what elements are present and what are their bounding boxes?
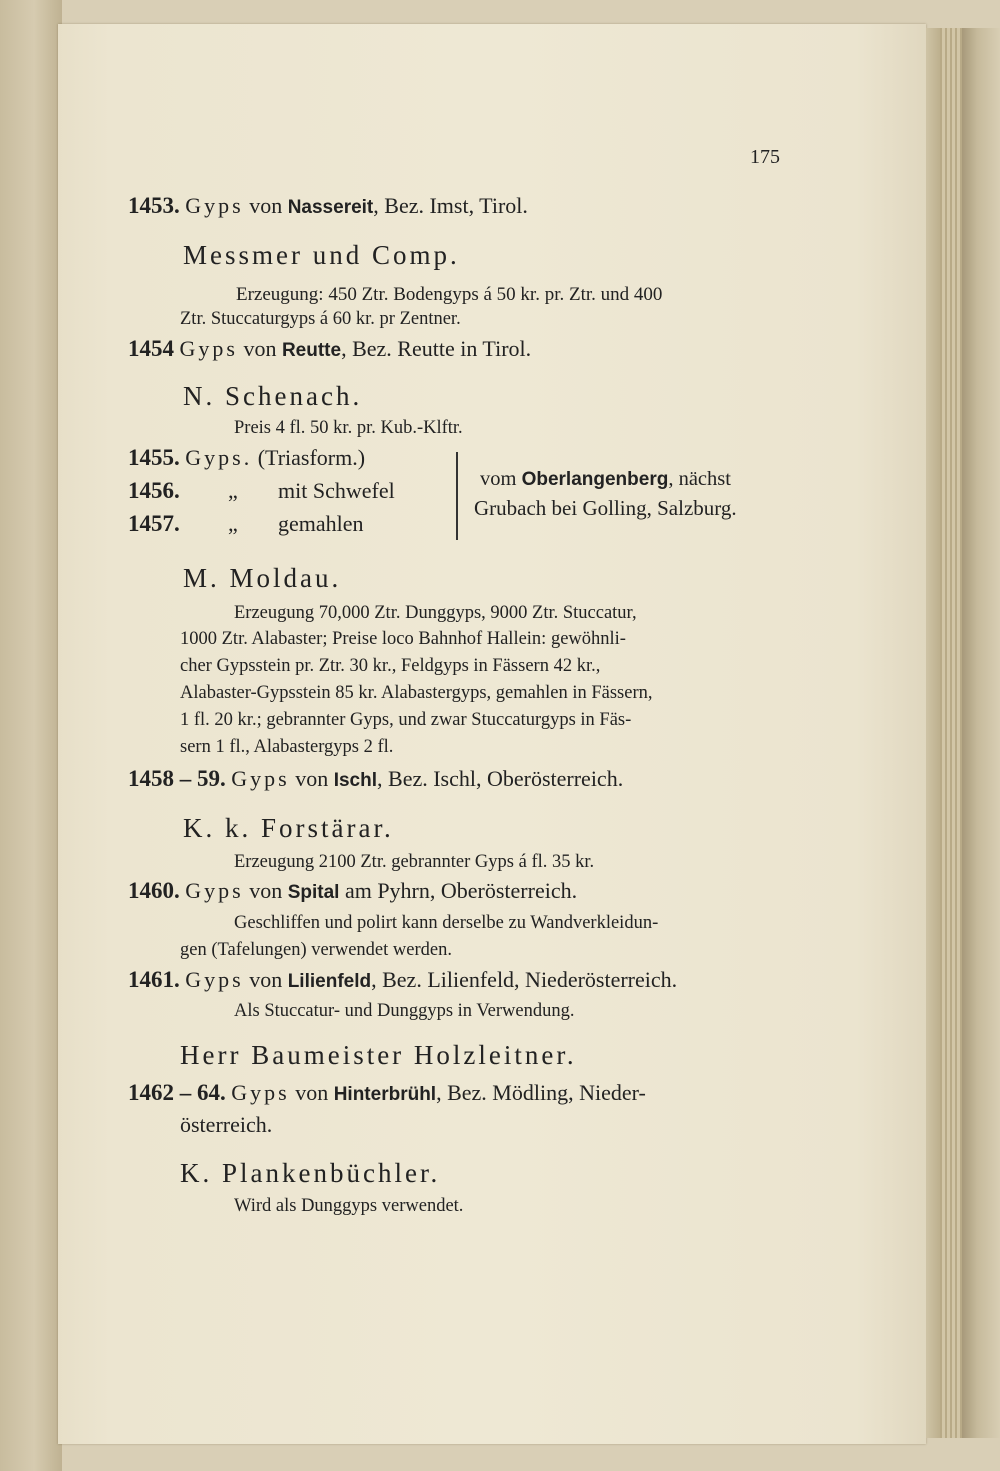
producer-heading: M. Moldau. [183, 563, 342, 593]
entry-text: , Bez. Reutte in Tirol. [341, 336, 532, 361]
price-note: Preis 4 fl. 50 kr. pr. Kub.-Klftr. [234, 418, 463, 438]
entry-text: von [237, 336, 282, 361]
page-stack-edge [940, 28, 962, 1438]
usage-note: Als Stuccatur- und Dunggyps in Verwendung. [234, 1001, 575, 1021]
entry-text: von [289, 1080, 334, 1105]
entry-location: Spital [287, 882, 340, 903]
entry-1456 [128, 478, 395, 504]
entry-text: am Pyhrn, Oberösterreich. [339, 878, 578, 903]
producer-note: Ztr. Stuccaturgyps á 60 kr. pr Zentner. [180, 309, 461, 329]
entry-text: , Bez. Mödling, Nieder- [436, 1080, 646, 1105]
production-note: 1000 Ztr. Alabaster; Preise loco Bahnhof Hallein: gewöhnli- [180, 629, 626, 649]
entry-location: Reutte [281, 340, 342, 361]
entry-location: Ischl [333, 770, 378, 791]
page-number: 175 [750, 146, 780, 168]
scan-background-left [0, 0, 62, 1471]
entry-text: , Bez. Lilienfeld, Niederösterreich. [371, 967, 678, 992]
entry-1461 [128, 967, 677, 993]
entry-location: Nassereit [287, 197, 374, 218]
entry-text: von [289, 766, 334, 791]
production-note: Alabaster-Gypsstein 85 kr. Alabastergyps, gemahlen in Fässern, [180, 683, 653, 703]
entry-number: 1457. [128, 511, 180, 536]
entry-number: 1454 [128, 336, 174, 361]
entry-text: , Bez. Imst, Tirol. [373, 193, 528, 218]
production-note: sern 1 fl., Alabastergyps 2 fl. [180, 737, 394, 757]
origin-note-line2: Grubach bei Golling, Salzburg. [474, 496, 737, 520]
producer-note: Erzeugung: 450 Ztr. Bodengyps á 50 kr. pr. Ztr. und 400 [236, 284, 663, 305]
production-note: 1 fl. 20 kr.; gebrannter Gyps, und zwar Stuccaturgyps in Fäs- [180, 710, 632, 730]
book-cover-edge [962, 28, 1000, 1438]
entry-material: Gyps [185, 967, 244, 992]
usage-note: Wird als Dunggyps verwendet. [234, 1196, 464, 1216]
entry-1460 [128, 878, 577, 904]
entry-location: Hinterbrühl [333, 1084, 437, 1105]
producer-heading: K. k. Forstärar. [183, 813, 394, 843]
entry-text: von [243, 967, 288, 992]
entry-text: , Bez. Ischl, Oberösterreich. [377, 766, 624, 791]
entry-material: Gyps [185, 193, 244, 218]
producer-heading: N. Schenach. [183, 381, 363, 411]
entry-material: Gyps [231, 766, 290, 791]
entry-text: gemahlen [278, 511, 364, 536]
entry-1457 [128, 511, 364, 537]
origin-location: Oberlangenberg [521, 469, 669, 490]
entry-continuation: österreich. [180, 1112, 273, 1137]
entry-location: Lilienfeld [287, 971, 372, 992]
entry-material: Gyps [185, 878, 244, 903]
usage-note: gen (Tafelungen) verwendet werden. [180, 940, 452, 960]
entry-material: Gyps. [185, 445, 253, 470]
grouping-brace [456, 452, 466, 540]
origin-text: vom [480, 468, 522, 490]
ditto-mark: „ [228, 478, 238, 503]
entry-number: 1458 – 59. [128, 766, 226, 791]
origin-note [480, 468, 731, 491]
entry-text: von [243, 193, 288, 218]
entry-text: mit Schwefel [278, 478, 395, 503]
entry-number: 1456. [128, 478, 180, 503]
usage-note: Geschliffen und polirt kann derselbe zu Wandverkleidun- [234, 913, 659, 933]
entry-1458-59 [128, 766, 623, 792]
entry-number: 1462 – 64. [128, 1080, 226, 1105]
entry-number: 1455. [128, 445, 180, 470]
entry-1453 [128, 193, 528, 219]
ditto-mark: „ [228, 511, 238, 536]
producer-heading: K. Plankenbüchler. [180, 1158, 441, 1188]
entry-1462-64 [128, 1080, 646, 1106]
entry-1455 [128, 445, 365, 471]
production-note: Erzeugung 70,000 Ztr. Dunggyps, 9000 Ztr. Stuccatur, [234, 603, 637, 623]
entry-material: Gyps [179, 336, 238, 361]
entry-text: von [243, 878, 288, 903]
page-edge [926, 28, 940, 1438]
origin-text: , nächst [668, 468, 731, 490]
book-page [58, 24, 926, 1444]
entry-number: 1461. [128, 967, 180, 992]
entry-material: Gyps [231, 1080, 290, 1105]
producer-heading: Herr Baumeister Holzleitner. [180, 1040, 577, 1070]
production-note: Erzeugung 2100 Ztr. gebrannter Gyps á fl. 35 kr. [234, 852, 595, 872]
entry-text: (Triasform.) [252, 445, 366, 470]
production-note: cher Gypsstein pr. Ztr. 30 kr., Feldgyps in Fässern 42 kr., [180, 656, 601, 676]
entry-number: 1460. [128, 878, 180, 903]
entry-number: 1453. [128, 193, 180, 218]
entry-1454 [128, 336, 531, 362]
producer-heading: Messmer und Comp. [183, 240, 460, 270]
